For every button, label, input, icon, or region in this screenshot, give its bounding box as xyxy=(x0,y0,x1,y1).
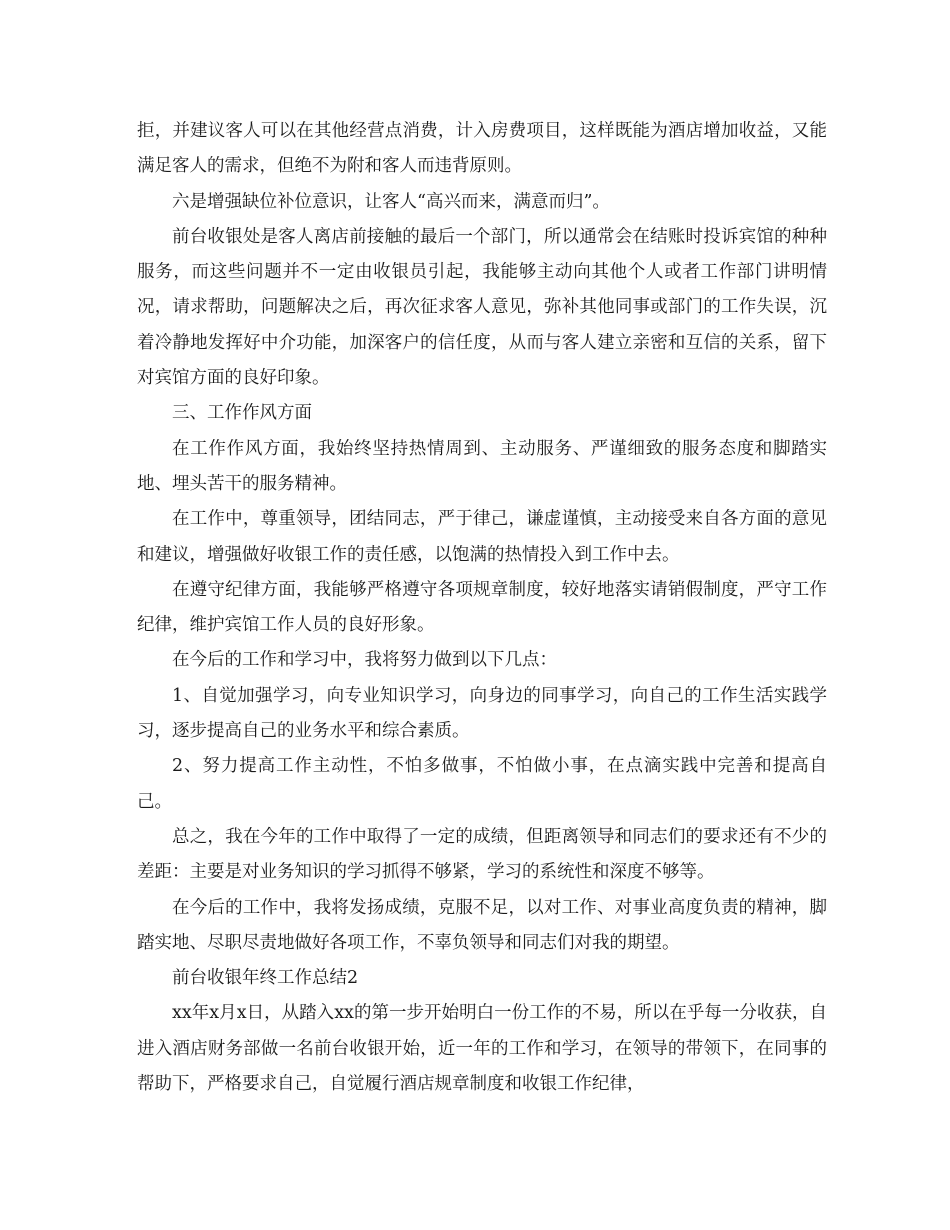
document-body xyxy=(137,114,827,1102)
paragraph: 前台收银处是客人离店前接触的最后一个部门，所以通常会在结账时投诉宾馆的种种服务，而这些问题并不一定由收银员引起，我能够主动向其他个人或者工作部门讲明情况，请求帮助，问题解决之后，再次征求客人意见，弥补其他同事或部门的工作失误，沉着冷静地发挥好中介功能，加深客户的信任度，从而与客人建立亲密和互信的关系，留下对宾馆方面的良好印象。 xyxy=(137,226,827,389)
section-heading: 前台收银年终工作总结2 xyxy=(172,968,359,989)
list-item: 1、自觉加强学习，向专业知识学习，向身边的同事学习，向自己的工作生活实践学习，逐步提高自己的业务水平和综合素质。 xyxy=(137,685,827,742)
paragraph: xx年x月x日，从踏入xx的第一步开始明白一份工作的不易，所以在乎每一分收获，自进入酒店财务部做一名前台收银开始，近一年的工作和学习，在领导的带领下，在同事的帮助下，严格要求自己，自觉履行酒店规章制度和收银工作纪律， xyxy=(137,1003,827,1095)
paragraph: 在遵守纪律方面，我能够严格遵守各项规章制度，较好地落实请销假制度，严守工作纪律，维护宾馆工作人员的良好形象。 xyxy=(137,579,827,636)
paragraph: 在工作中，尊重领导，团结同志，严于律己，谦虚谨慎，主动接受来自各方面的意见和建议，增强做好收银工作的责任感，以饱满的热情投入到工作中去。 xyxy=(137,509,827,565)
paragraph: 六是增强缺位补位意识，让客人“高兴而来，满意而归”。 xyxy=(172,191,610,212)
section-heading: 三、工作作风方面 xyxy=(172,403,312,424)
paragraph: 在今后的工作中，我将发扬成绩，克服不足，以对工作、对事业高度负责的精神，脚踏实地、尽职尽责地做好各项工作，不辜负领导和同志们对我的期望。 xyxy=(137,897,827,953)
paragraph-continued: 拒，并建议客人可以在其他经营点消费，计入房费项目，这样既能为酒店增加收益，又能满足客人的需求，但绝不为附和客人而违背原则。 xyxy=(137,121,827,177)
paragraph: 总之，我在今年的工作中取得了一定的成绩，但距离领导和同志们的要求还有不少的差距：主要是对业务知识的学习抓得不够紧，学习的系统性和深度不够等。 xyxy=(137,826,827,883)
paragraph: 在工作作风方面，我始终坚持热情周到、主动服务、严谨细致的服务态度和脚踏实地、埋头苦干的服务精神。 xyxy=(137,438,827,494)
paragraph: 在今后的工作和学习中，我将努力做到以下几点： xyxy=(172,650,557,671)
list-item: 2、努力提高工作主动性，不怕多做事，不怕做小事，在点滴实践中完善和提高自己。 xyxy=(137,756,827,812)
